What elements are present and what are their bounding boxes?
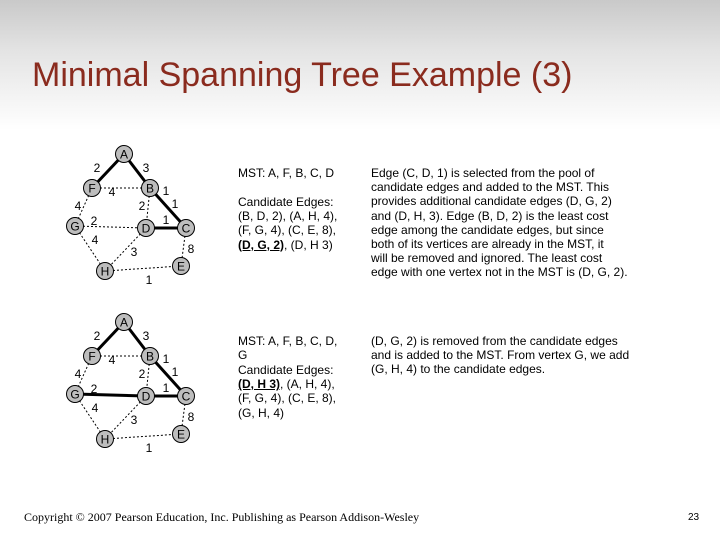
g2-weight-d-h: 3 [130,413,138,427]
g1-weight-c-e: 8 [187,242,195,256]
g1-extra-weight-0: 1 [171,197,179,211]
candidate-line [238,406,336,420]
edge-text: , (D, H 3) [284,237,333,252]
svg-text:G: G [70,219,80,234]
g1-weight-a-b: 3 [142,161,150,175]
candidate-line [238,238,337,252]
svg-text:D: D [141,389,151,404]
svg-text:A: A [119,315,129,330]
g1-weight-d-h: 3 [130,245,138,259]
candidate-edges-2 [238,363,336,420]
svg-text:A: A [119,147,129,162]
explanation-line: and (D, H, 3). Edge (B, D, 2) is the least cost [371,208,609,223]
g1-node-d [138,220,155,237]
mst-line: MST: A, F, B, C, D [238,166,335,180]
edge-text: Candidate Edges: [238,195,334,209]
g1-weight-b-d: 2 [138,199,146,213]
mst-list-1 [238,166,334,180]
svg-text:B: B [145,349,155,364]
candidate-line [238,223,337,237]
g1-node-g [67,218,84,235]
edge-text: , (A, H, 4), [280,377,335,392]
explanation-line: will be removed and ignored. The least cost [371,251,603,266]
explanation-1 [371,166,671,280]
g1-node-h [97,263,114,280]
svg-text:C: C [181,221,191,236]
g2-weight-b-d: 2 [138,367,146,381]
candidate-line [238,195,337,209]
g1-node-e [173,258,190,275]
g2-edge-g-d [75,394,146,396]
candidate-line [238,209,337,223]
g2-node-a [116,314,133,331]
svg-text:G: G [70,387,80,402]
g1-weight-h-e: 1 [145,273,153,287]
svg-text:F: F [88,181,96,196]
svg-text:F: F [88,349,96,364]
explanation-line: (G, H, 4) to the candidate edges. [371,362,546,377]
slide-title: Minimal Spanning Tree Example (3) [32,56,573,94]
g2-node-b [142,348,159,365]
g2-node-g [67,386,84,403]
g1-edge-h-e [105,266,181,271]
explanation-line: edge among the candidate edges, but since [371,222,604,237]
explanation-line: both of its vertices are already in the MST, it [371,237,604,252]
explanation-line: and is added to the MST. From vertex G, we add [371,348,630,363]
candidate-edges-1 [238,195,337,252]
mst-line: G [238,348,248,363]
g2-weight-d-c: 1 [162,381,170,395]
selected-edge: (D, H 3) [238,377,280,392]
g2-weight-a-b: 3 [142,329,150,343]
svg-text:D: D [141,221,151,236]
g2-weight-f-g: 4 [74,367,82,381]
g2-extra-weight-0: 1 [171,365,179,379]
g2-weight-c-e: 8 [187,410,195,424]
g1-weight-g-d: 2 [90,214,98,228]
mst-line: MST: A, F, B, C, D, [238,334,338,348]
svg-text:B: B [145,181,155,196]
g1-weight-d-c: 1 [162,213,170,227]
g1-node-f [84,180,101,197]
g2-node-c [178,388,195,405]
g2-weight-b-c: 1 [162,352,170,366]
g2-weight-g-d: 2 [90,382,98,396]
explanation-line: provides additional candidate edges (D, G, 2) [371,194,612,209]
g2-weight-h-e: 1 [145,441,153,455]
edge-text: (G, H, 4) [238,405,285,420]
g1-weight-f-b: 4 [108,185,116,199]
svg-text:E: E [176,427,186,442]
mst-list-2 [238,334,337,362]
g1-node-b [142,180,159,197]
g2-weight-g-h: 4 [91,401,99,415]
explanation-line: edge with one vertex not in the MST is (D, G, 2). [371,265,628,280]
svg-text:H: H [100,432,110,447]
explanation-line: (D, G, 2) is removed from the candidate edges [371,334,618,348]
g2-node-d [138,388,155,405]
explanation-line: Edge (C, D, 1) is selected from the pool of [371,166,595,180]
graph-diagram-1 [0,140,230,290]
g1-node-a [116,146,133,163]
page-number: 23 [688,512,700,523]
g2-edge-h-e [105,434,181,439]
edge-text: Candidate Edges: [238,363,334,377]
explanation-line: candidate edges and added to the MST. This [371,180,609,195]
svg-text:E: E [176,259,186,274]
g1-edge-g-d [75,226,146,228]
candidate-line [238,391,336,405]
g1-weight-a-f: 2 [93,161,101,175]
edge-text: (F, G, 4), (C, E, 8), [238,223,337,238]
selected-edge: (D, G, 2) [238,237,285,252]
candidate-line [238,377,336,391]
svg-text:H: H [100,264,110,279]
candidate-line [238,363,336,377]
svg-text:C: C [181,389,191,404]
g1-weight-f-g: 4 [74,199,82,213]
graph-diagram-2 [0,308,230,458]
explanation-2 [371,334,671,377]
g1-weight-b-c: 1 [162,184,170,198]
g2-node-e [173,426,190,443]
g1-node-c [178,220,195,237]
g2-weight-a-f: 2 [93,329,101,343]
edge-text: (B, D, 2), (A, H, 4), [238,209,338,224]
copyright-footer: Copyright © 2007 Pearson Education, Inc. Publishing as Pearson Addison-Wesley [24,510,420,524]
g2-weight-f-b: 4 [108,353,116,367]
g1-weight-g-h: 4 [91,233,99,247]
g2-node-h [97,431,114,448]
g2-node-f [84,348,101,365]
edge-text: (F, G, 4), (C, E, 8), [238,391,337,406]
